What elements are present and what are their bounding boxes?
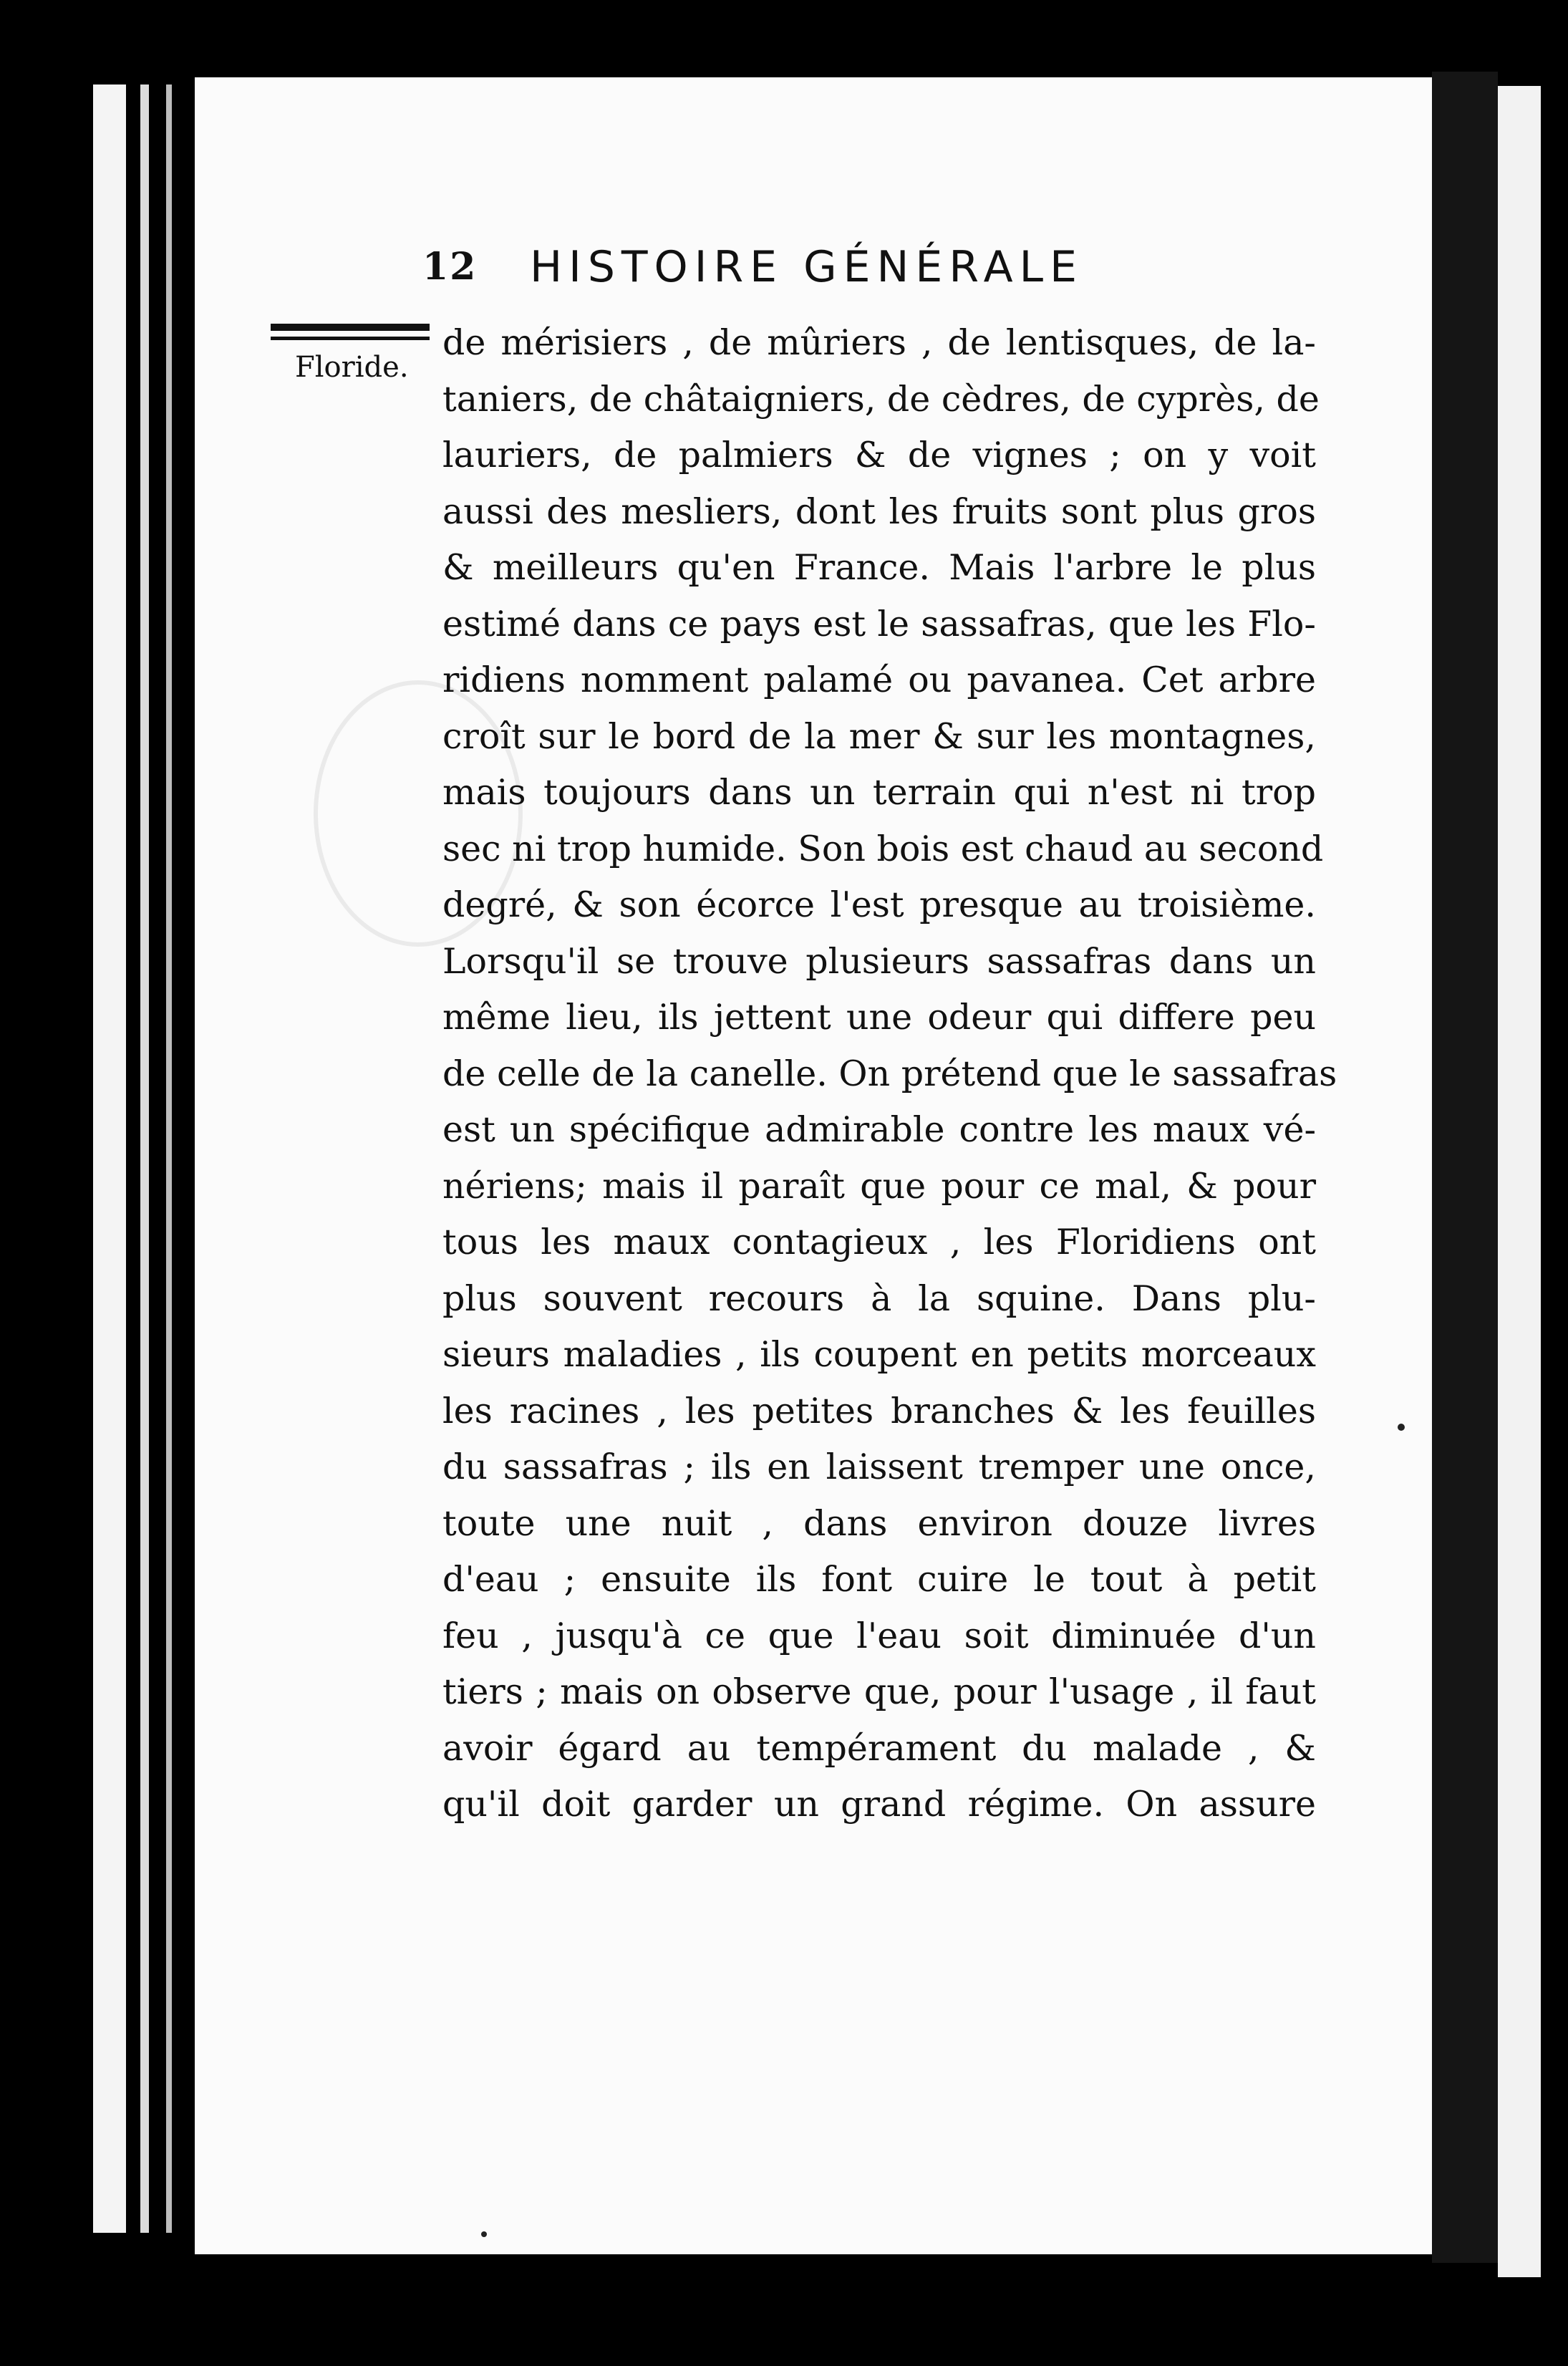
text-line: d'eau ; ensuite ils font cuire le tout à petit [442,1559,1316,1600]
text-line: même lieu, ils jettent une odeur qui differe peu [442,997,1316,1038]
text-line: de mérisiers , de mûriers , de lentisques, de la- [442,322,1316,363]
text-line: ridiens nomment palamé ou pavanea. Cet arbre [442,660,1316,700]
text-line: degré, & son écorce l'est presque au troisième. [442,884,1316,925]
page-number: 12 [422,245,478,289]
text-line: est un spécifique admirable contre les maux vé- [442,1109,1316,1150]
ink-speck [481,2231,487,2237]
ink-speck [1398,1424,1405,1431]
text-line: avoir égard au tempérament du malade , & [442,1727,1316,1769]
margin-rule-thick [271,324,430,331]
text-line: & meilleurs qu'en France. Mais l'arbre le plus [442,547,1316,588]
text-line: tiers ; mais on observe que, pour l'usage , il faut [442,1671,1316,1712]
page-edge [166,84,172,2233]
text-line: Lorsqu'il se trouve plusieurs sassafras dans un [442,940,1316,982]
page-header [422,242,1235,306]
text-line: de celle de la canelle. On prétend que le sassafras [442,1053,1337,1094]
margin-rule-thin [271,337,430,340]
text-line: toute une nuit , dans environ douze livres [442,1502,1316,1544]
text-line: sieurs maladies , ils coupent en petits morceaux [442,1334,1316,1375]
text-line: taniers, de châtaigniers, de cèdres, de cyprès, de [442,378,1320,420]
margin-note: Floride. [295,351,409,384]
page-edge [140,84,149,2233]
text-line: feu , jusqu'à ce que l'eau soit diminuée d'un [442,1615,1316,1656]
text-line: du sassafras ; ils en laissent tremper une once, [442,1447,1316,1487]
text-line: plus souvent recours à la squine. Dans plu- [442,1278,1316,1319]
text-line: estimé dans ce pays est le sassafras, que les Flo- [442,603,1316,644]
body-text [442,315,1337,1833]
text-line: aussi des mesliers, dont les fruits sont plus gros [442,491,1316,532]
text-line: qu'il doit garder un grand régime. On assure [442,1784,1316,1825]
running-title: HISTOIRE GÉNÉRALE [530,242,1083,292]
book-gutter [1432,72,1498,2263]
page-edge [93,84,126,2233]
text-line: tous les maux contagieux , les Floridiens ont [442,1222,1316,1262]
text-line: sec ni trop humide. Son bois est chaud au second [442,828,1324,869]
adjacent-page-edge [1498,86,1541,2277]
text-line: nériens; mais il paraît que pour ce mal, & pour [442,1165,1316,1207]
text-line: les racines , les petites branches & les feuilles [442,1390,1316,1431]
text-line: croît sur le bord de la mer & sur les montagnes, [442,715,1316,757]
text-line: lauriers, de palmiers & de vignes ; on y voit [442,435,1316,475]
text-line: mais toujours dans un terrain qui n'est ni trop [442,772,1316,813]
